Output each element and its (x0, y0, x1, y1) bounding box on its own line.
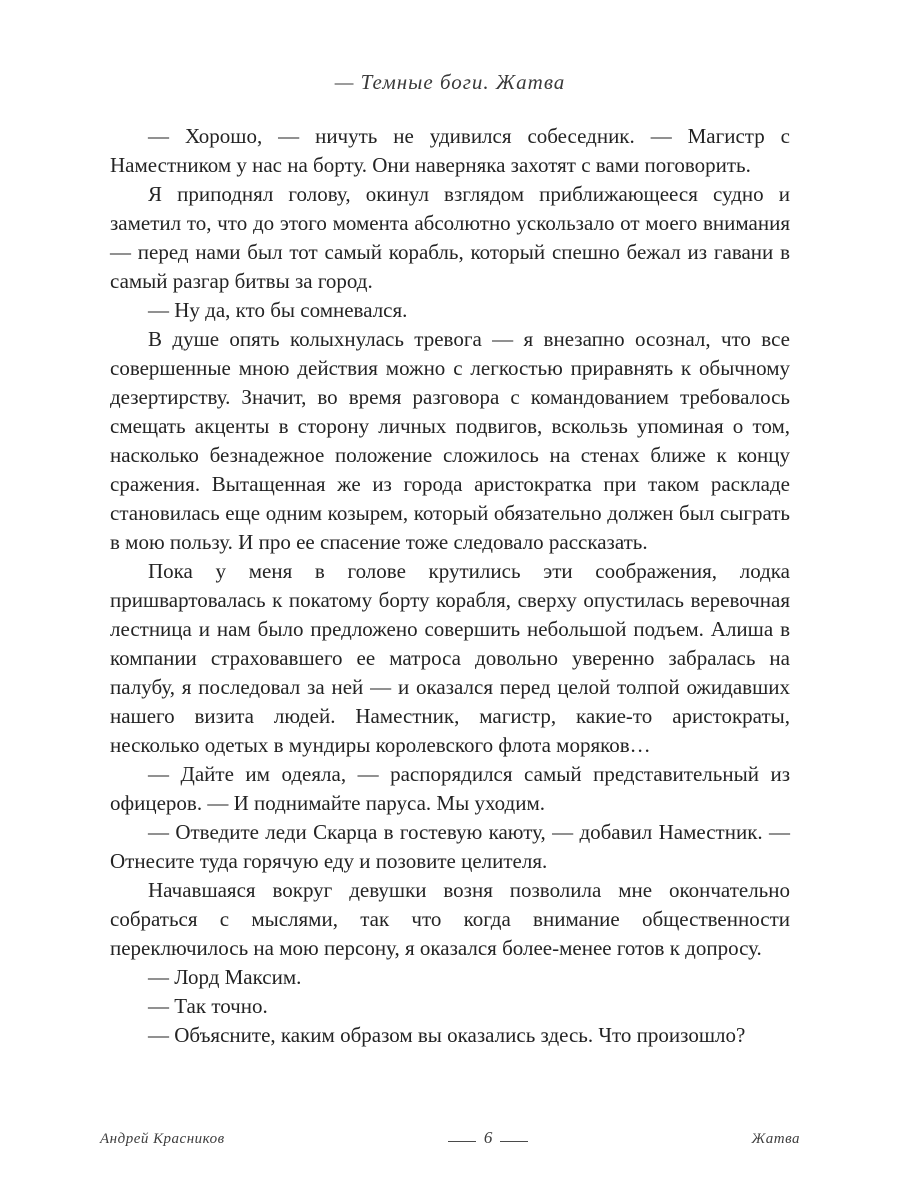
footer-series-title: Жатва (751, 1131, 800, 1147)
footer-rule-left (448, 1141, 476, 1142)
paragraph: Начавшаяся вокруг девушки возня позволила мне окончательно собраться с мыслями, так что когда внимание общественности переключилось на мою персону, я оказался более-менее готов к допросу. (110, 878, 790, 960)
footer-page-number-value: 6 (483, 1128, 493, 1147)
paragraph: — Хорошо, — ничуть не удивился собеседник. — Магистр с Наместником у нас на борту. Они наверняка захотят с вами поговорить. (110, 124, 790, 177)
paragraph: В душе опять колыхнулась тревога — я внезапно осознал, что все совершенные мною действия можно с легкостью приравнять к обычному дезертирству. Значит, во время разговора с командованием требовалось смещать акценты в сторону личных подвигов, вскользь упоминая о том, насколько безнадежное положение сложилось на стенах ближе к концу сражения. Вытащенная же из города аристократка при таком раскладе становилась еще одним козырем, который обязательно должен был сыграть в мою пользу. И про ее спасение тоже следовало рассказать. (110, 327, 790, 554)
paragraph: — Так точно. (148, 994, 268, 1018)
paragraph: — Отведите леди Скарца в гостевую каюту, — добавил Наместник. — Отнесите туда горячую еду и позовите целителя. (110, 820, 790, 873)
paragraph: Я приподнял голову, окинул взглядом приближающееся судно и заметил то, что до этого момента абсолютно ускользало от моего внимания — перед нами был тот самый корабль, который спешно бежал из гавани в самый разгар битвы за город. (110, 182, 790, 293)
paragraph: Пока у меня в голове крутились эти соображения, лодка пришвартовалась к покатому борту корабля, сверху опустилась веревочная лестница и нам было предложено совершить небольшой подъем. Алиша в компании страховавшего ее матроса довольно уверенно забралась на палубу, я последовал за ней — и оказался перед целой толпой ожидавших нашего визита людей. Наместник, магистр, какие-то аристократы, несколько одетых в мундиры королевского флота моряков… (110, 559, 790, 757)
paragraph: — Объясните, каким образом вы оказались здесь. Что произошло? (148, 1023, 746, 1047)
page-body-text (110, 122, 790, 1050)
footer-page-number (448, 1128, 529, 1148)
running-head-title: — Темные боги. Жатва (334, 70, 566, 94)
footer-rule-right (500, 1141, 528, 1142)
paragraph: — Дайте им одеяла, — распорядился самый представительный из офицеров. — И поднимайте паруса. Мы уходим. (110, 762, 790, 815)
page-footer (100, 1128, 800, 1148)
paragraph: — Лорд Максим. (148, 965, 302, 989)
footer-author: Андрей Красников (100, 1131, 225, 1147)
paragraph: — Ну да, кто бы сомневался. (148, 298, 408, 322)
